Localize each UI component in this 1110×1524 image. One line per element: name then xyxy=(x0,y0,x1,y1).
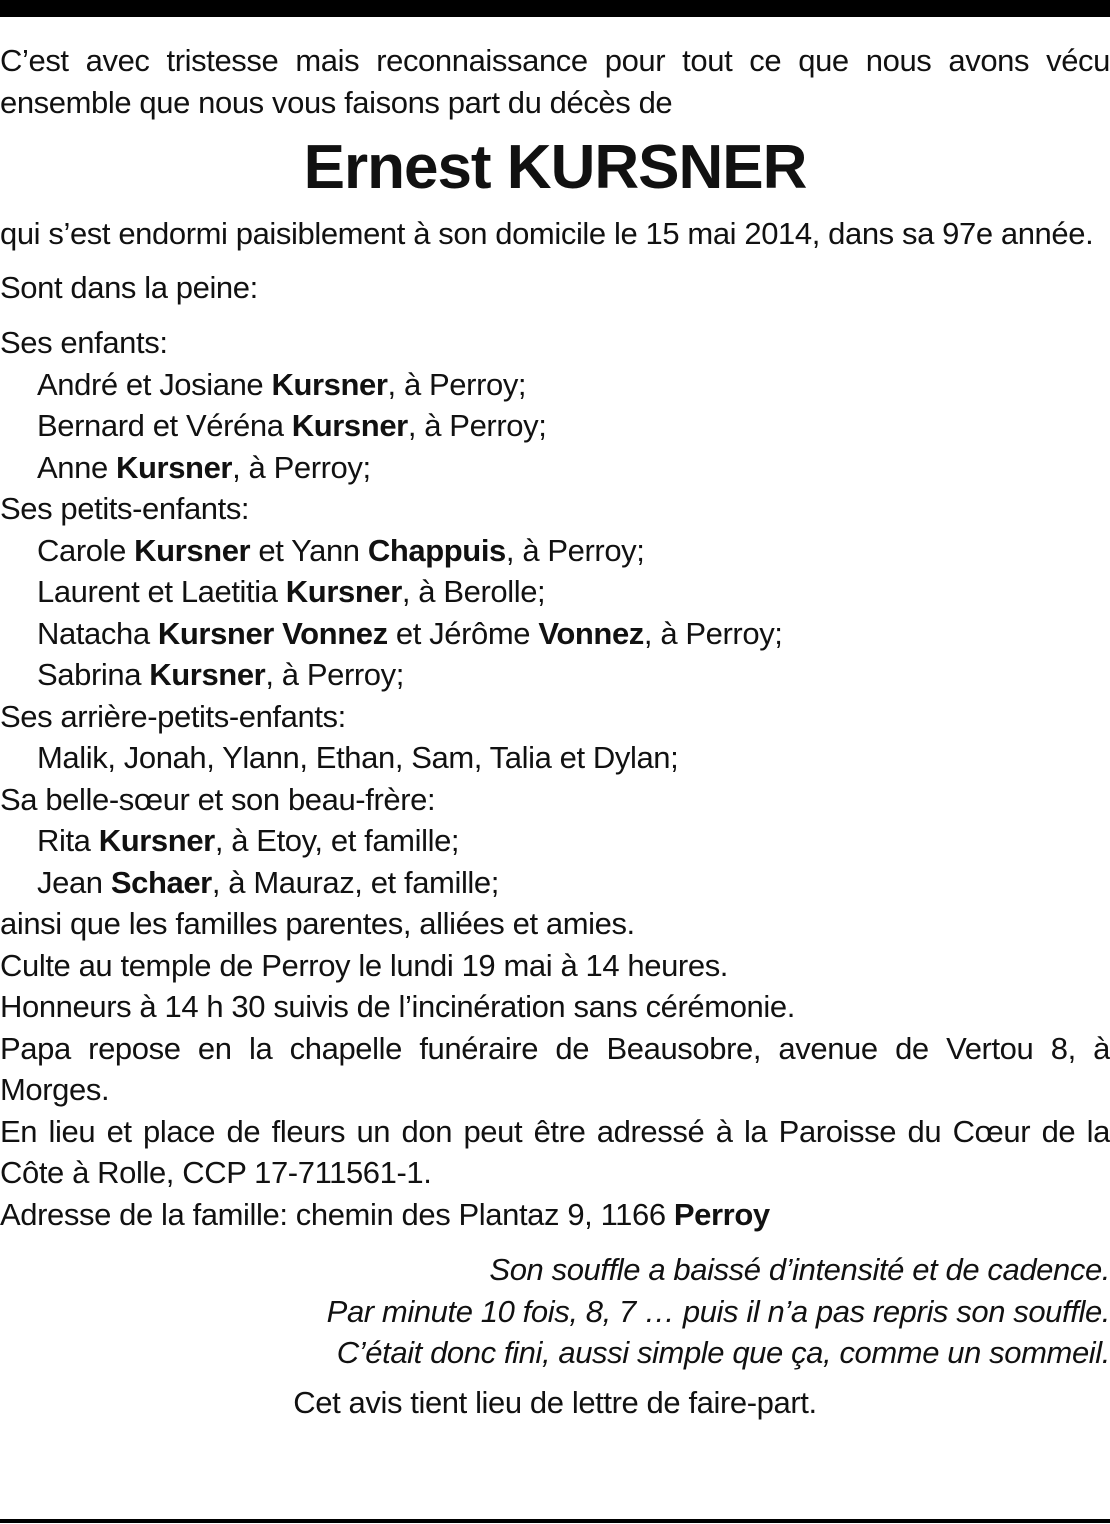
memorial-quote xyxy=(0,1249,1110,1374)
quote-line: Son souffle a baissé d’intensité et de cadence. xyxy=(489,1252,1110,1287)
family-entry: Malik, Jonah, Ylann, Ethan, Sam, Talia et Dylan; xyxy=(37,740,679,775)
family-entry: André et Josiane Kursner, à Perroy; xyxy=(37,366,527,402)
quote-line: Par minute 10 fois, 8, 7 … puis il n’a pas repris son souffle. xyxy=(326,1293,1110,1329)
family-entry: Sabrina Kursner, à Perroy; xyxy=(37,657,404,692)
family-entry: Jean Schaer, à Mauraz, et famille; xyxy=(37,864,499,900)
passing-text: qui s’est endormi paisiblement à son domicile le 15 mai 2014, dans sa 97e année. xyxy=(0,216,1094,251)
group-heading-in-laws: Sa belle-sœur et son beau-frère: xyxy=(0,781,436,817)
intro-text: C’est avec tristesse mais reconnaissance pour tout ce que nous avons vécu ensemble que nous vous faisons part du décès de xyxy=(0,43,1110,120)
service-text: Culte au temple de Perroy le lundi 19 mai à 14 heures. xyxy=(0,947,729,983)
family-entry: Laurent et Laetitia Kursner, à Berolle; xyxy=(37,574,546,609)
resting-text: Papa repose en la chapelle funéraire de Beausobre, avenue de Vertou 8, à Morges. xyxy=(0,1030,1110,1107)
group-heading-great-grandchildren: Ses arrière-petits-enfants: xyxy=(0,698,346,734)
family-entry: Carole Kursner et Yann Chappuis, à Perroy; xyxy=(37,532,645,568)
closing-note: Cet avis tient lieu de lettre de faire-part. xyxy=(293,1384,817,1420)
family-entry: Bernard et Véréna Kursner, à Perroy; xyxy=(37,408,547,443)
family-entry: Rita Kursner, à Etoy, et famille; xyxy=(37,823,460,858)
families-text: ainsi que les familles parentes, alliées et amies. xyxy=(0,906,635,941)
family-entry: Natacha Kursner Vonnez et Jérôme Vonnez, à Perroy; xyxy=(37,615,783,651)
family-address: Adresse de la famille: chemin des Plantaz 9, 1166 Perroy xyxy=(0,1196,770,1232)
family-list xyxy=(0,322,1110,1235)
notice-body xyxy=(0,40,1110,1423)
top-rule xyxy=(0,0,1110,17)
mourning-heading: Sont dans la peine: xyxy=(0,269,258,305)
quote-line: C’était donc fini, aussi simple que ça, comme un sommeil. xyxy=(336,1335,1110,1370)
deceased-name: Ernest KURSNER xyxy=(303,133,807,202)
family-entry: Anne Kursner, à Perroy; xyxy=(37,449,371,485)
bottom-rule xyxy=(0,1519,1110,1523)
group-heading-children: Ses enfants: xyxy=(0,325,168,360)
group-heading-grandchildren: Ses petits-enfants: xyxy=(0,491,250,526)
donation-text: En lieu et place de fleurs un don peut être adressé à la Paroisse du Cœur de la Côte à Rolle, CCP 17-711561-1. xyxy=(0,1113,1110,1190)
honours-text: Honneurs à 14 h 30 suivis de l’incinération sans cérémonie. xyxy=(0,989,795,1024)
